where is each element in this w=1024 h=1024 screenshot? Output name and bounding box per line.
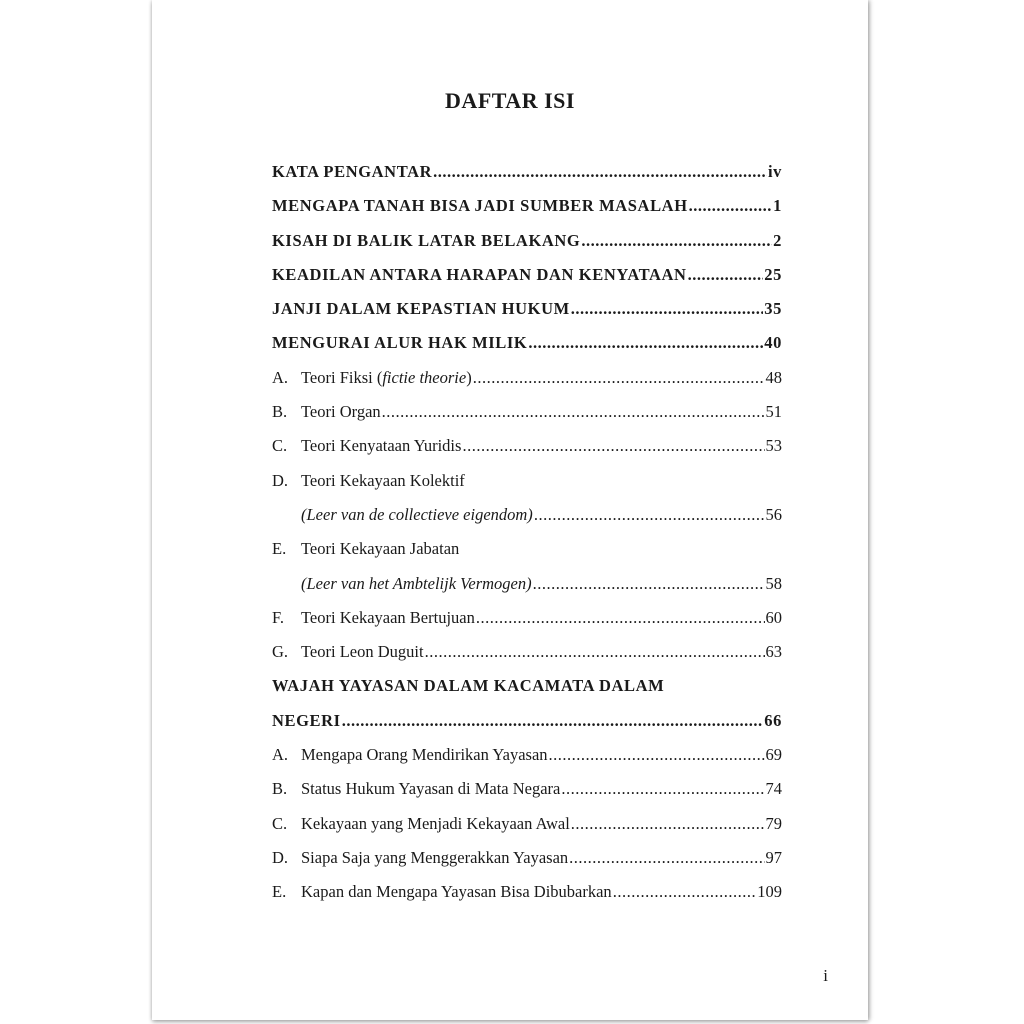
toc-entry-label: MENGURAI ALUR HAK MILIK	[272, 333, 528, 353]
toc-subentry-label: Teori Fiksi (fictie theorie)	[301, 367, 472, 387]
table-of-contents	[272, 155, 782, 910]
toc-subentry-letter: C.	[272, 436, 288, 456]
toc-subentry-letter: B.	[272, 402, 288, 422]
dot-leader	[528, 326, 763, 360]
dot-leader	[581, 224, 772, 258]
toc-page-number: 2	[773, 230, 782, 250]
dot-leader	[476, 601, 765, 635]
toc-entry-continuation[interactable]	[272, 704, 782, 738]
toc-subentry-letter: D.	[272, 470, 289, 490]
toc-subentry-letter: F.	[272, 607, 284, 627]
toc-page-number: 79	[765, 813, 782, 833]
dot-leader	[433, 155, 767, 189]
dot-leader	[561, 772, 764, 806]
toc-subentry-label: Siapa Saja yang Menggerakkan Yayasan	[301, 847, 569, 867]
toc-subentry-letter: B.	[272, 779, 288, 799]
dot-leader	[571, 292, 764, 326]
toc-page-number: 74	[765, 779, 782, 799]
toc-page-number: 60	[765, 607, 782, 627]
toc-subentry[interactable]	[272, 635, 782, 669]
toc-entry-label: MENGAPA TANAH BISA JADI SUMBER MASALAH	[272, 196, 688, 216]
toc-page-number: 40	[764, 333, 782, 353]
toc-page-number: 66	[764, 710, 782, 730]
toc-entry[interactable]	[272, 292, 782, 326]
toc-page-number: 109	[757, 882, 782, 902]
toc-subentry-label: (Leer van de collectieve eigendom)	[301, 504, 533, 524]
toc-entry[interactable]	[272, 224, 782, 258]
toc-subentry-label: Teori Kekayaan Kolektif	[301, 470, 465, 490]
toc-page-number: 53	[765, 436, 782, 456]
dot-leader	[613, 875, 757, 909]
toc-page-number: 1	[773, 196, 782, 216]
page-folio: i	[823, 966, 828, 985]
toc-subentry-letter: E.	[272, 882, 287, 902]
toc-entry[interactable]	[272, 258, 782, 292]
toc-subentry-letter: G.	[272, 642, 289, 662]
dot-leader	[342, 704, 764, 738]
toc-subentry-label: Teori Kekayaan Jabatan	[301, 539, 460, 559]
dot-leader	[462, 429, 764, 463]
page-title: DAFTAR ISI	[445, 88, 575, 113]
toc-page-number: 56	[765, 504, 782, 524]
toc-page-number: 69	[765, 745, 782, 765]
toc-entry-label: WAJAH YAYASAN DALAM KACAMATA DALAM	[272, 676, 665, 696]
toc-page-number: 97	[765, 847, 782, 867]
dot-leader	[549, 738, 765, 772]
toc-subentry-letter: D.	[272, 847, 289, 867]
toc-page-number: 58	[765, 573, 782, 593]
toc-entry-label: KISAH DI BALIK LATAR BELAKANG	[272, 230, 581, 250]
toc-subentry[interactable]	[272, 807, 782, 841]
toc-entry[interactable]	[272, 155, 782, 189]
toc-subentry-label: Kapan dan Mengapa Yayasan Bisa Dibubarkan	[301, 882, 612, 902]
toc-subentry[interactable]	[272, 361, 782, 395]
toc-entry[interactable]	[272, 326, 782, 360]
toc-subentry-letter: C.	[272, 813, 288, 833]
toc-entry-label: KATA PENGANTAR	[272, 162, 433, 181]
toc-entry-label: NEGERI	[272, 710, 341, 730]
toc-subentry[interactable]	[272, 601, 782, 635]
toc-subentry[interactable]	[272, 532, 782, 566]
document-page	[152, 0, 868, 1020]
dot-leader	[382, 395, 765, 429]
dot-leader	[533, 567, 765, 601]
toc-subentry-label: (Leer van het Ambtelijk Vermogen)	[301, 573, 532, 593]
toc-subentry[interactable]	[272, 772, 782, 806]
toc-entry[interactable]	[272, 669, 782, 703]
toc-subentry[interactable]	[272, 738, 782, 772]
toc-page-number: iv	[767, 162, 782, 181]
toc-subentry-letter: A.	[272, 367, 289, 387]
dot-leader	[688, 258, 764, 292]
toc-subentry[interactable]	[272, 841, 782, 875]
toc-subentry-label: Teori Kenyataan Yuridis	[301, 436, 462, 456]
toc-subentry-label: Teori Leon Duguit	[301, 642, 424, 662]
toc-page-number: 35	[764, 299, 782, 319]
toc-entry-label: KEADILAN ANTARA HARAPAN DAN KENYATAAN	[272, 264, 687, 284]
toc-page-number: 25	[764, 264, 782, 284]
toc-subentry-label: Status Hukum Yayasan di Mata Negara	[301, 779, 561, 799]
dot-leader	[534, 498, 765, 532]
dot-leader	[689, 189, 773, 223]
dot-leader	[473, 361, 765, 395]
toc-subentry-continuation[interactable]	[272, 498, 782, 532]
dot-leader	[425, 635, 765, 669]
toc-entry[interactable]	[272, 189, 782, 223]
toc-subentry-letter: E.	[272, 539, 287, 559]
toc-page-number: 51	[765, 402, 782, 422]
toc-page-number: 63	[765, 642, 782, 662]
toc-subentry-label: Kekayaan yang Menjadi Kekayaan Awal	[301, 813, 570, 833]
toc-subentry-continuation[interactable]	[272, 567, 782, 601]
toc-subentry-label: Teori Kekayaan Bertujuan	[301, 607, 475, 627]
toc-subentry[interactable]	[272, 875, 782, 909]
toc-subentry-letter: A.	[272, 745, 289, 765]
dot-leader	[569, 841, 764, 875]
toc-page-number: 48	[765, 367, 782, 387]
toc-subentry-label: Mengapa Orang Mendirikan Yayasan	[301, 745, 548, 765]
toc-entry-label: JANJI DALAM KEPASTIAN HUKUM	[272, 299, 570, 319]
toc-subentry[interactable]	[272, 429, 782, 463]
toc-subentry[interactable]	[272, 464, 782, 498]
toc-subentry-label: Teori Organ	[301, 402, 381, 422]
toc-subentry[interactable]	[272, 395, 782, 429]
dot-leader	[571, 807, 765, 841]
